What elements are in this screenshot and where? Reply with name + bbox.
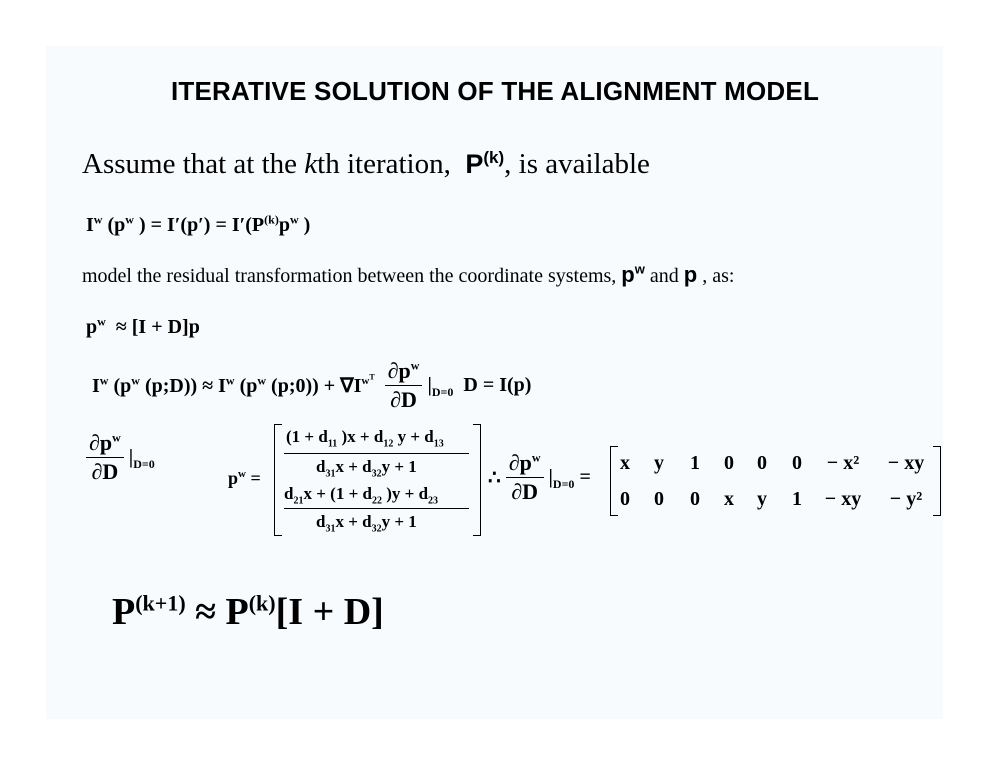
matrix-cell: 1 bbox=[690, 452, 700, 474]
matrix-cell: y bbox=[654, 452, 664, 474]
model-text: model the residual transformation between the coordinate systems, $p^w$ and p , as: bbox=[82, 261, 735, 287]
p-symbol: p bbox=[683, 262, 698, 287]
matrix-cell: x bbox=[620, 452, 630, 474]
matrix-cell: − xy bbox=[887, 452, 925, 474]
frac1-num: ($1 + d_{11}$ )$x + d_{12}$ $y + d_{13}$ bbox=[286, 427, 444, 450]
frac2-line bbox=[284, 508, 469, 509]
matrix-cell: 1 bbox=[792, 488, 802, 510]
equation-taylor: $I^w$ ($p^w$ (p;D)) ≈ $I^w$ ($p^w$ (p;0)) + $\nabla I^{w^T}$ $\frac{\partial p^w}{\partial D}$ $|_{D=0}$ D = I(p) bbox=[92, 358, 532, 412]
derivative-label: $\frac{\partial p^w}{\partial D}$ $|_{D=0}$ bbox=[86, 430, 155, 485]
update-equation: $P^{(k+1)} \approx P^{(k)}[I + D]$ bbox=[112, 590, 384, 633]
intro-symbol: $P^{(k)}$ bbox=[465, 148, 505, 179]
right-bracket bbox=[473, 424, 481, 536]
frac2-den: $d_{31}x + d_{32}y + 1$ bbox=[316, 512, 417, 535]
left-bracket bbox=[274, 424, 282, 536]
matrix-cell: 0 bbox=[620, 488, 630, 510]
matrix-cell: − x² bbox=[826, 452, 860, 474]
frac1-den: $d_{31}x + d_{32}y + 1$ bbox=[316, 457, 417, 480]
pw-symbol: $p^w$ bbox=[621, 261, 645, 287]
intro-line bbox=[82, 148, 650, 181]
equation-intensity: $I^w$ ($p^w$ ) = $I'(p') = I'(P^{(k)}p^w$ ) bbox=[86, 212, 311, 236]
intro-after-k: th iteration, bbox=[317, 148, 451, 180]
jacobian-right-bracket bbox=[933, 446, 941, 516]
matrix-cell: 0 bbox=[792, 452, 802, 474]
matrix-cell: 0 bbox=[690, 488, 700, 510]
equation-residual: $p^w \approx [I + D]p$ bbox=[86, 314, 200, 338]
matrix-cell: 0 bbox=[724, 452, 734, 474]
matrix-cell: 0 bbox=[757, 452, 767, 474]
intro-after: , is available bbox=[504, 148, 650, 180]
frac2-num: $d_{21}x + (1 + d_{22}$ )$y + d_{23}$ bbox=[284, 484, 439, 507]
matrix-cell: x bbox=[724, 488, 734, 510]
matrix-cell: 0 bbox=[654, 488, 664, 510]
therefore-derivative: ∴ $\frac{\partial p^w}{\partial D}$ $|_{D=0}$ = bbox=[488, 450, 591, 504]
intro-k: k bbox=[304, 148, 318, 180]
matrix-cell: y bbox=[757, 488, 767, 510]
intro-before: Assume that at the bbox=[82, 148, 305, 180]
matrix-cell: − xy bbox=[824, 488, 862, 510]
slide-title: ITERATIVE SOLUTION OF THE ALIGNMENT MODEL bbox=[170, 76, 820, 106]
frac1-line bbox=[284, 453, 469, 454]
pw-label: $p^w$ = bbox=[228, 468, 261, 488]
matrix-cell: − y² bbox=[889, 488, 923, 510]
